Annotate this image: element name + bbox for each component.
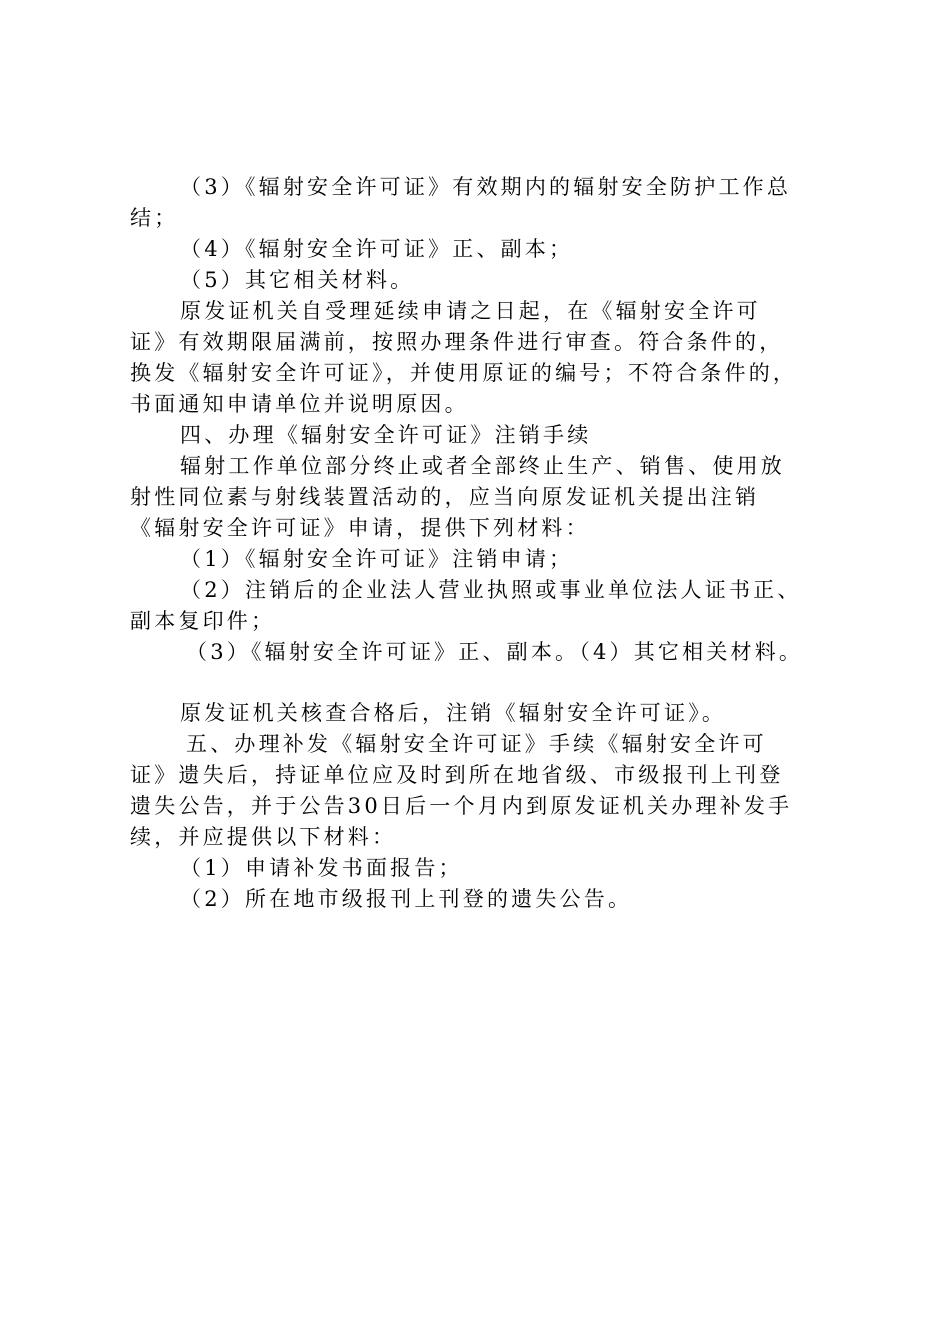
text-line: 结； (130, 206, 179, 230)
paragraph-line: 辐射工作单位部分终止或者全部终止生产、销售、使用放 (180, 454, 785, 478)
paragraph-line: 证》遗失后，持证单位应及时到所在地省级、市级报刊上刊登 (130, 763, 784, 787)
list-item: （1）《辐射安全许可证》注销申请； (180, 547, 574, 571)
paragraph-line: 遗失公告，并于公告30日后一个月内到原发证机关办理补发手 (130, 794, 793, 818)
section-heading: 五、办理补发《辐射安全许可证》手续《辐射安全许可 (186, 732, 767, 756)
document-body (130, 172, 835, 915)
section-heading: 四、办理《辐射安全许可证》注销手续 (180, 423, 592, 447)
paragraph-line: 《辐射安全许可证》申请，提供下列材料： (130, 516, 590, 540)
list-item: （2）所在地市级报刊上刊登的遗失公告。 (180, 887, 633, 911)
list-item: （1）申请补发书面报告； (180, 856, 463, 880)
list-item: （4）《辐射安全许可证》正、副本； (180, 237, 574, 261)
list-item: （2）注销后的企业法人营业执照或事业单位法人证书正、 (180, 578, 802, 602)
blank-line (130, 668, 835, 698)
paragraph-line: 书面通知申请单位并说明原因。 (130, 392, 469, 416)
list-item: （3）《辐射安全许可证》有效期内的辐射安全防护工作总 (180, 175, 792, 199)
paragraph-line: 原发证机关自受理延续申请之日起，在《辐射安全许可 (180, 299, 761, 323)
list-item: （3）《辐射安全许可证》正、副本。（4）其它相关材料。 (186, 640, 804, 664)
paragraph-line: 射性同位素与射线装置活动的，应当向原发证机关提出注销 (130, 485, 760, 509)
paragraph-line: 换发《辐射安全许可证》，并使用原证的编号；不符合条件的， (130, 361, 798, 385)
paragraph-line: 续，并应提供以下材料： (130, 825, 397, 849)
text-line: 副本复印件； (130, 609, 276, 633)
paragraph-line: 原发证机关核查合格后，注销《辐射安全许可证》。 (180, 701, 727, 725)
list-item: （5）其它相关材料。 (180, 268, 415, 292)
paragraph-line: 证》有效期限届满前，按照办理条件进行审查。符合条件的， (130, 330, 784, 354)
